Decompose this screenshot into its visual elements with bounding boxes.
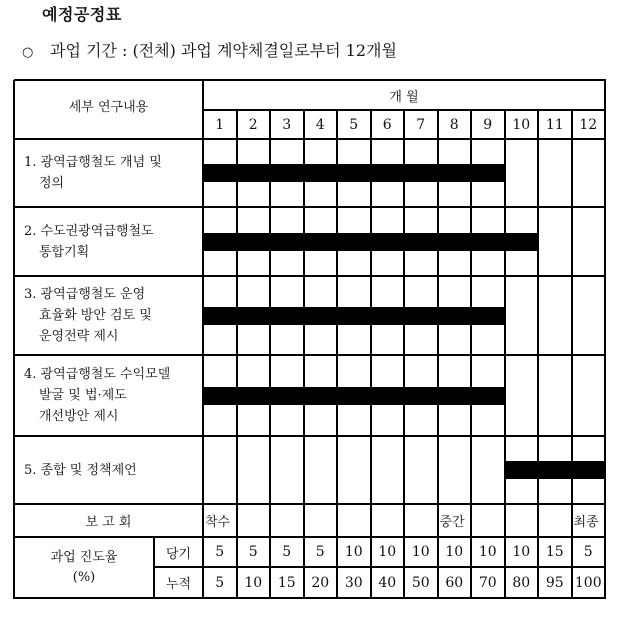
grid-line bbox=[14, 79, 606, 81]
header-months-group: 개 월 bbox=[389, 89, 419, 105]
grid-line bbox=[13, 80, 15, 599]
grid-line bbox=[236, 110, 238, 599]
header-month-3: 3 bbox=[282, 116, 292, 133]
period-value-4: 5 bbox=[315, 544, 325, 560]
task-label-line: 5. 종합 및 정책제언 bbox=[24, 462, 137, 478]
grid-line bbox=[202, 80, 204, 599]
task-label-line: 운영전략 제시 bbox=[39, 329, 119, 344]
task-label-line: 발굴 및 법·제도 bbox=[39, 388, 127, 403]
report-label: 보 고 회 bbox=[85, 515, 132, 530]
task-label-1 bbox=[14, 139, 203, 207]
gantt-bar-1 bbox=[203, 164, 505, 182]
task-label-line: 효율화 방안 검토 및 bbox=[39, 308, 152, 323]
grid-line bbox=[14, 275, 606, 277]
gantt-bar-2 bbox=[203, 233, 538, 251]
task-label-4 bbox=[14, 355, 203, 436]
progress-label-unit: (%) bbox=[72, 569, 96, 585]
task-label-line: 통합기획 bbox=[39, 244, 90, 260]
period-value-2: 5 bbox=[248, 544, 258, 560]
cumulative-value-6: 40 bbox=[378, 574, 397, 591]
header-month-7: 7 bbox=[416, 116, 426, 133]
task-label-line: 4. 광역급행철도 수익모델 bbox=[24, 367, 171, 382]
cumulative-value-7: 50 bbox=[411, 574, 430, 591]
task-label-2 bbox=[14, 207, 203, 276]
grid-line bbox=[14, 435, 606, 437]
task-label-line: 2. 수도권광역급행철도 bbox=[24, 223, 154, 239]
grid-line bbox=[14, 138, 606, 140]
grid-line bbox=[604, 80, 606, 599]
period-value-9: 10 bbox=[478, 544, 497, 560]
grid-line bbox=[504, 110, 506, 599]
grid-line bbox=[403, 110, 405, 599]
cumulative-value-2: 10 bbox=[244, 574, 263, 591]
cumulative-label: 누적 bbox=[165, 577, 192, 592]
task-label-3 bbox=[14, 276, 203, 355]
cumulative-value-12: 100 bbox=[574, 574, 602, 591]
grid-line bbox=[571, 110, 573, 599]
gantt-bar-3 bbox=[203, 307, 505, 325]
period-value-1: 5 bbox=[215, 544, 225, 560]
header-month-6: 6 bbox=[382, 116, 392, 133]
gantt-bar-4 bbox=[203, 387, 505, 405]
grid-line bbox=[303, 110, 305, 599]
task-label-line: 1. 광역급행철도 개념 및 bbox=[24, 155, 162, 170]
task-label-line: 개선방안 제시 bbox=[39, 409, 119, 424]
grid-line bbox=[14, 206, 606, 208]
cumulative-value-9: 70 bbox=[478, 574, 497, 591]
header-month-2: 2 bbox=[248, 116, 258, 133]
header-month-5: 5 bbox=[349, 116, 359, 133]
report-mark-month-1: 착수 bbox=[205, 515, 231, 530]
period-text: 과업 기간 : (전체) 과업 계약체결일로부터 12개월 bbox=[50, 41, 397, 60]
document-title: 예정공정표 bbox=[42, 5, 122, 24]
task-label-line: 정의 bbox=[39, 176, 65, 191]
cumulative-value-5: 30 bbox=[344, 574, 363, 591]
progress-label-label: 과업 진도율 bbox=[50, 549, 118, 565]
cumulative-value-1: 5 bbox=[215, 574, 225, 591]
header-month-1: 1 bbox=[215, 116, 225, 133]
header-month-12: 12 bbox=[579, 116, 598, 133]
header-month-9: 9 bbox=[483, 116, 493, 133]
bullet-icon: ○ bbox=[22, 45, 34, 60]
period-value-5: 10 bbox=[344, 544, 363, 560]
period-value-6: 10 bbox=[378, 544, 397, 560]
grid-line bbox=[470, 110, 472, 599]
period-value-10: 10 bbox=[512, 544, 531, 560]
report-mark-month-8: 중간 bbox=[439, 515, 465, 530]
grid-line bbox=[537, 110, 539, 599]
header-month-10: 10 bbox=[512, 116, 531, 133]
grid-line bbox=[14, 503, 606, 505]
cumulative-value-10: 80 bbox=[512, 574, 531, 591]
period-value-7: 10 bbox=[411, 544, 430, 560]
period-value-3: 5 bbox=[282, 544, 292, 560]
period-value-11: 15 bbox=[545, 544, 564, 560]
header-month-11: 11 bbox=[545, 116, 564, 133]
grid-line bbox=[153, 537, 155, 599]
period-value-12: 5 bbox=[583, 544, 593, 560]
grid-line bbox=[370, 110, 372, 599]
grid-line bbox=[14, 536, 606, 538]
cumulative-value-3: 15 bbox=[277, 574, 296, 591]
grid-line bbox=[269, 110, 271, 599]
task-label-line: 3. 광역급행철도 운영 bbox=[24, 287, 146, 302]
cumulative-value-11: 95 bbox=[545, 574, 564, 591]
progress-label bbox=[14, 537, 154, 598]
grid-line bbox=[14, 597, 606, 599]
gantt-bar-5 bbox=[505, 461, 606, 479]
header-task-column: 세부 연구내용 bbox=[68, 100, 149, 115]
period-value-8: 10 bbox=[445, 544, 464, 560]
period-label: 당기 bbox=[165, 546, 192, 562]
header-month-8: 8 bbox=[449, 116, 459, 133]
cumulative-value-8: 60 bbox=[445, 574, 464, 591]
cumulative-value-4: 20 bbox=[311, 574, 330, 591]
grid-line bbox=[437, 110, 439, 599]
report-mark-month-12: 최종 bbox=[573, 515, 599, 530]
task-label-5 bbox=[14, 436, 203, 504]
header-month-4: 4 bbox=[315, 116, 325, 133]
grid-line bbox=[336, 110, 338, 599]
grid-line bbox=[14, 354, 606, 356]
